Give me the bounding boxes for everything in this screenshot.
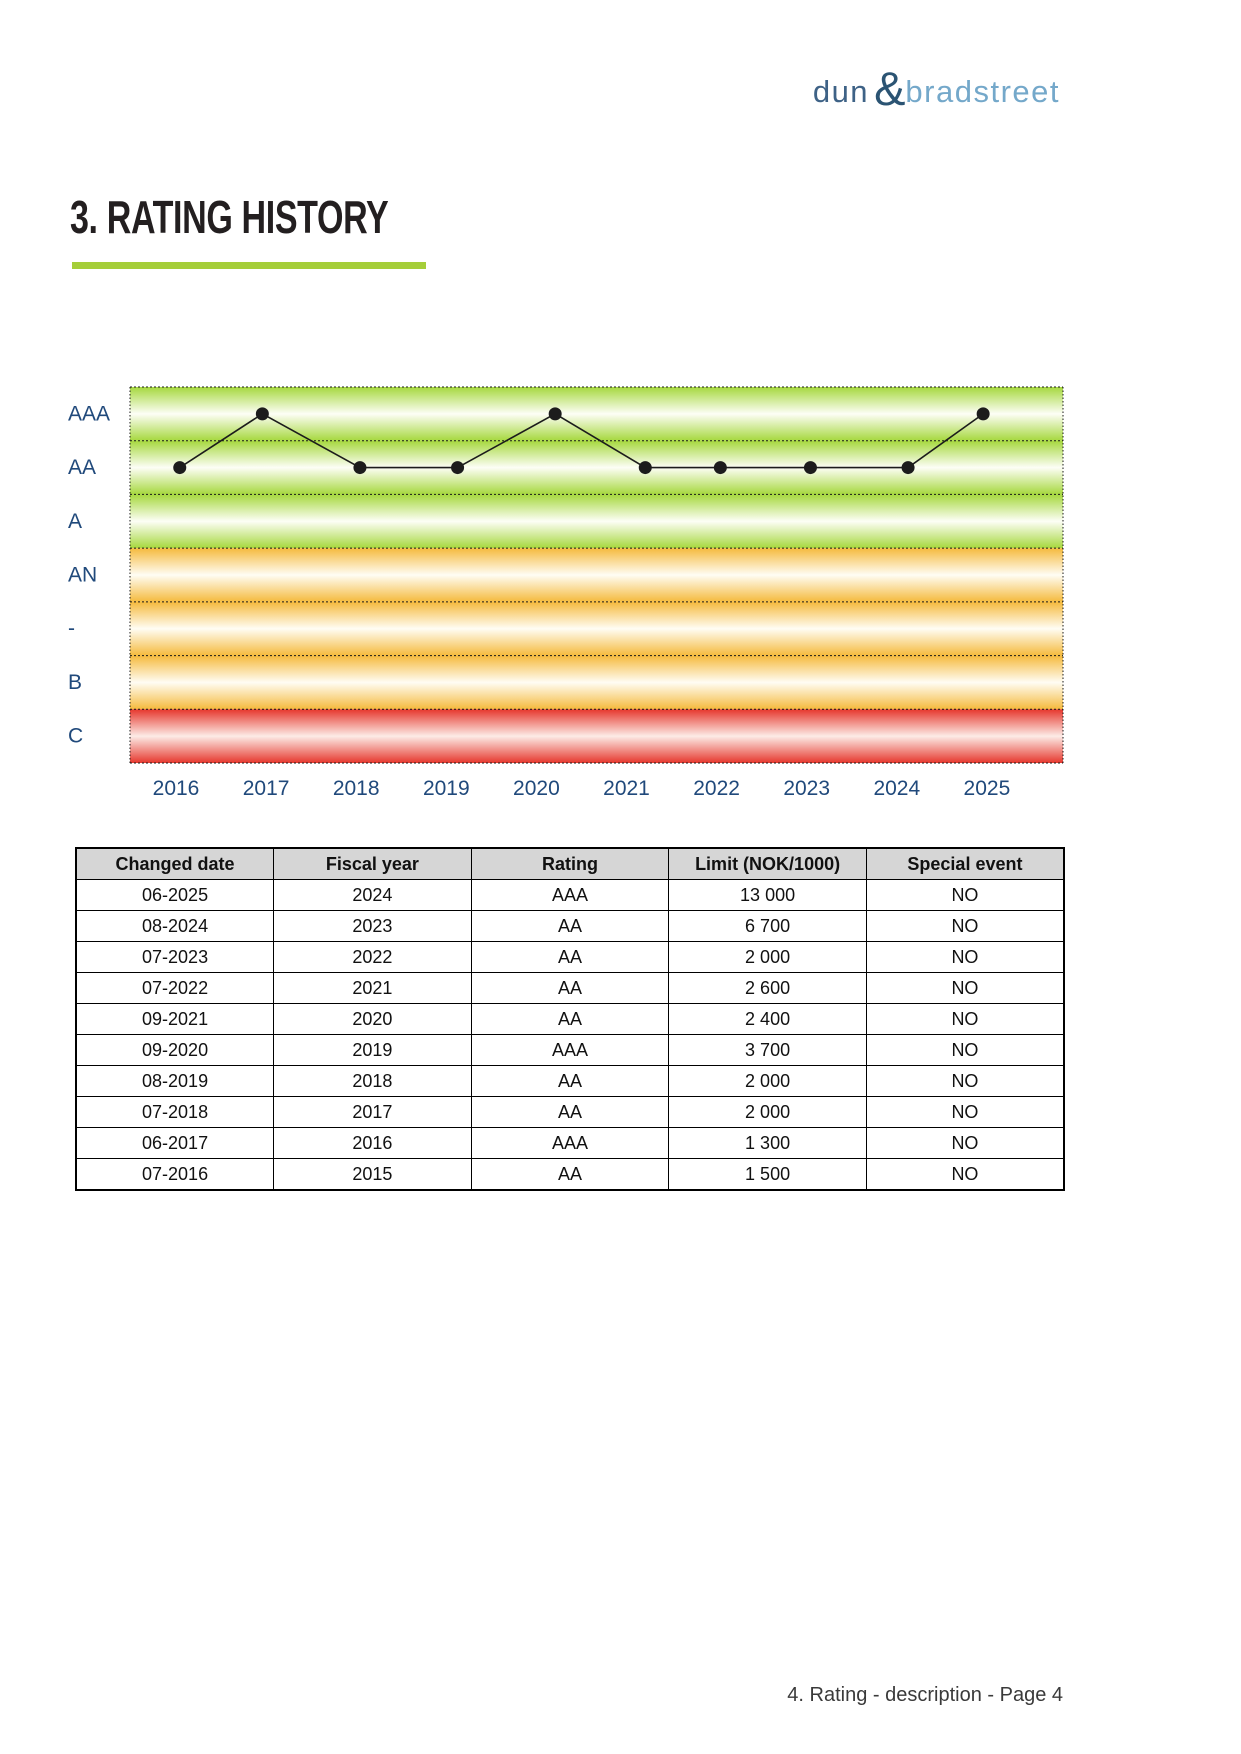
x-axis-label: 2017 — [242, 777, 290, 800]
table-cell: 2 000 — [669, 1097, 867, 1128]
logo-text-dun: dun — [812, 74, 870, 109]
data-point-06-2017 — [256, 407, 269, 420]
table-cell: AA — [471, 973, 669, 1004]
table-head — [76, 848, 1064, 880]
table-cell: 07-2022 — [76, 973, 274, 1004]
table-cell: 07-2018 — [76, 1097, 274, 1128]
x-axis-label: 2020 — [513, 777, 560, 800]
table-cell: 3 700 — [669, 1035, 867, 1066]
table-row — [76, 1097, 1064, 1128]
y-axis-label: - — [68, 617, 75, 641]
table-cell: 06-2017 — [76, 1128, 274, 1159]
table-cell: 1 500 — [669, 1159, 867, 1191]
table-cell: AAA — [471, 1035, 669, 1066]
table-header-cell: Limit (NOK/1000) — [669, 848, 867, 880]
page-title: 3. RATING HISTORY — [70, 191, 389, 243]
table-cell: NO — [866, 1128, 1064, 1159]
table-cell: 2021 — [274, 973, 472, 1004]
table-cell: AAA — [471, 1128, 669, 1159]
rating-band-AN — [130, 548, 1063, 602]
y-axis-label: C — [68, 724, 84, 748]
table-cell: AA — [471, 942, 669, 973]
title-underline — [72, 262, 426, 269]
table-header-cell: Fiscal year — [274, 848, 472, 880]
table-cell: 6 700 — [669, 911, 867, 942]
table-cell: 2020 — [274, 1004, 472, 1035]
table-cell: 2 600 — [669, 973, 867, 1004]
table-row — [76, 1035, 1064, 1066]
data-point-09-2021 — [639, 461, 652, 474]
data-point-09-2020 — [549, 407, 562, 420]
table-cell: AA — [471, 1066, 669, 1097]
table-row — [76, 1004, 1064, 1035]
x-axis-label: 2016 — [152, 777, 200, 800]
table-cell: NO — [866, 911, 1064, 942]
table-cell: AA — [471, 1097, 669, 1128]
data-point-06-2025 — [977, 407, 990, 420]
table-cell: NO — [866, 1066, 1064, 1097]
table-header-row — [76, 848, 1064, 880]
x-axis-label: 2024 — [873, 777, 921, 800]
table-cell: 09-2020 — [76, 1035, 274, 1066]
table-cell: 2023 — [274, 911, 472, 942]
table-cell: 07-2023 — [76, 942, 274, 973]
y-axis-label: AN — [68, 563, 98, 587]
x-axis-label: 2025 — [963, 777, 1011, 800]
rating-history-chart — [0, 380, 1100, 815]
table-cell: 1 300 — [669, 1128, 867, 1159]
dun-and-bradstreet-logo: dun & bradstreet — [812, 62, 1060, 115]
table-cell: 2016 — [274, 1128, 472, 1159]
data-point-07-2022 — [714, 461, 727, 474]
table-header-cell: Special event — [866, 848, 1064, 880]
table-cell: 2 000 — [669, 942, 867, 973]
table-cell: NO — [866, 942, 1064, 973]
table-cell: NO — [866, 1004, 1064, 1035]
table-cell: 09-2021 — [76, 1004, 274, 1035]
rating-band-A — [130, 494, 1063, 548]
rating-band-AA — [130, 441, 1063, 495]
table-row — [76, 880, 1064, 911]
table-header-cell: Rating — [471, 848, 669, 880]
table-cell: NO — [866, 1159, 1064, 1191]
table-cell: 06-2025 — [76, 880, 274, 911]
rating-history-table — [75, 847, 1065, 1191]
table-cell: 08-2019 — [76, 1066, 274, 1097]
page-footer: 4. Rating - description - Page 4 — [787, 1684, 1063, 1706]
rating-table-body — [76, 880, 1064, 1191]
table-cell: 13 000 — [669, 880, 867, 911]
rating-band-- — [130, 602, 1063, 656]
y-axis-label: A — [68, 509, 83, 533]
table-cell: NO — [866, 973, 1064, 1004]
y-axis-label: AA — [68, 456, 97, 480]
table-row — [76, 1066, 1064, 1097]
table-cell: 2022 — [274, 942, 472, 973]
data-point-07-2023 — [804, 461, 817, 474]
data-point-07-2016 — [173, 461, 186, 474]
table-cell: 2024 — [274, 880, 472, 911]
x-axis-label: 2023 — [783, 777, 831, 800]
table-row — [76, 1159, 1064, 1191]
table-cell: 2019 — [274, 1035, 472, 1066]
table-cell: NO — [866, 1097, 1064, 1128]
x-axis-label: 2021 — [603, 777, 650, 800]
y-axis-label: AAA — [68, 402, 111, 426]
x-axis-label: 2019 — [422, 777, 470, 800]
table-cell: AA — [471, 1159, 669, 1191]
table-header-cell: Changed date — [76, 848, 274, 880]
table-cell: AA — [471, 911, 669, 942]
table-cell: 2015 — [274, 1159, 472, 1191]
table-cell: 2018 — [274, 1066, 472, 1097]
rating-band-B — [130, 656, 1063, 710]
y-axis-label: B — [68, 670, 83, 694]
table-row — [76, 911, 1064, 942]
table-cell: 2 400 — [669, 1004, 867, 1035]
table-cell: 2017 — [274, 1097, 472, 1128]
table-row — [76, 1128, 1064, 1159]
rating-history-chart-container — [0, 380, 1100, 815]
table-cell: 07-2016 — [76, 1159, 274, 1191]
table-cell: 08-2024 — [76, 911, 274, 942]
data-point-08-2024 — [902, 461, 915, 474]
table-cell: AAA — [471, 880, 669, 911]
table-row — [76, 973, 1064, 1004]
data-point-08-2019 — [451, 461, 464, 474]
data-point-07-2018 — [353, 461, 366, 474]
table-cell: NO — [866, 1035, 1064, 1066]
table-row — [76, 942, 1064, 973]
rating-band-AAA — [130, 387, 1063, 441]
logo-text-bradstreet: bradstreet — [905, 74, 1060, 109]
rating-band-C — [130, 709, 1063, 763]
x-axis-label: 2018 — [332, 777, 380, 800]
table-cell: AA — [471, 1004, 669, 1035]
x-axis-label: 2022 — [693, 777, 740, 800]
table-cell: 2 000 — [669, 1066, 867, 1097]
table-cell: NO — [866, 880, 1064, 911]
